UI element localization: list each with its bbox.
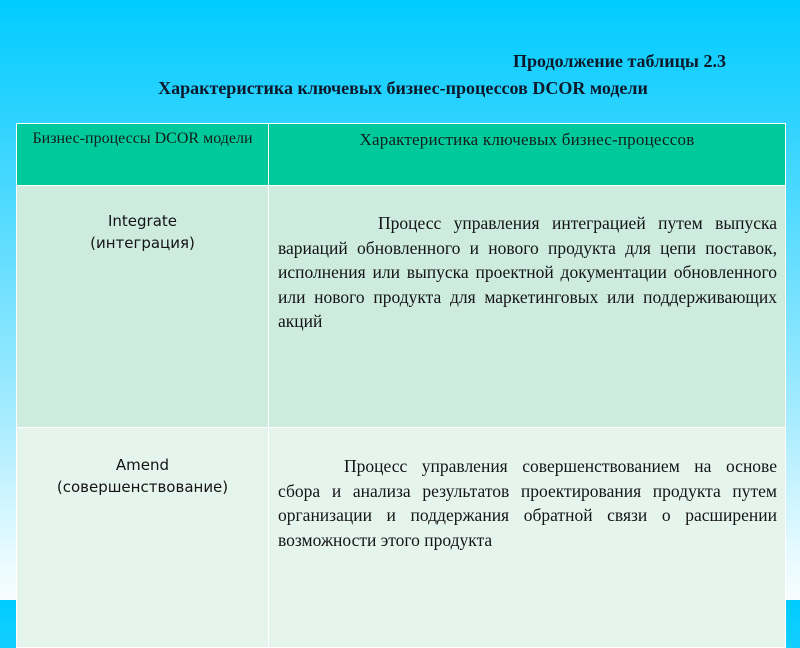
- slide-title: Характеристика ключевых бизнес-процессов DCOR модели: [158, 78, 648, 98]
- process-description-cell: [269, 186, 786, 428]
- process-name-ru: (совершенствование): [56, 478, 229, 496]
- header-description-column: Характеристика ключевых бизнес-процессов: [269, 124, 786, 186]
- dcor-process-table: [16, 123, 786, 648]
- process-description-cell: [269, 428, 786, 648]
- process-name-en: Amend: [115, 456, 170, 474]
- table-header-row: [17, 124, 786, 186]
- process-name-ru: (интеграция): [90, 234, 195, 252]
- table-continuation-label: Продолжение таблицы 2.3: [512, 51, 726, 71]
- process-description: Процесс управления совершенствованием на основе сбора и анализа результатов проектирования продукта путем организации и поддержания обратной связи о расширении возможности этого продукта: [278, 456, 777, 550]
- header-process-column: Бизнес-процессы DCOR модели: [17, 124, 269, 186]
- process-description: Процесс управления интеграцией путем выпуска вариаций обновленного и нового продукта для цепи поставок, исполнения или выпуска проектной документации обновленного или нового продукта для маркетинговых или поддерживающих акций: [278, 213, 777, 331]
- process-name-cell: [17, 186, 269, 428]
- table-row: [17, 428, 786, 648]
- process-name-cell: [17, 428, 269, 648]
- process-name-en: Integrate: [107, 212, 178, 230]
- table-row: [17, 186, 786, 428]
